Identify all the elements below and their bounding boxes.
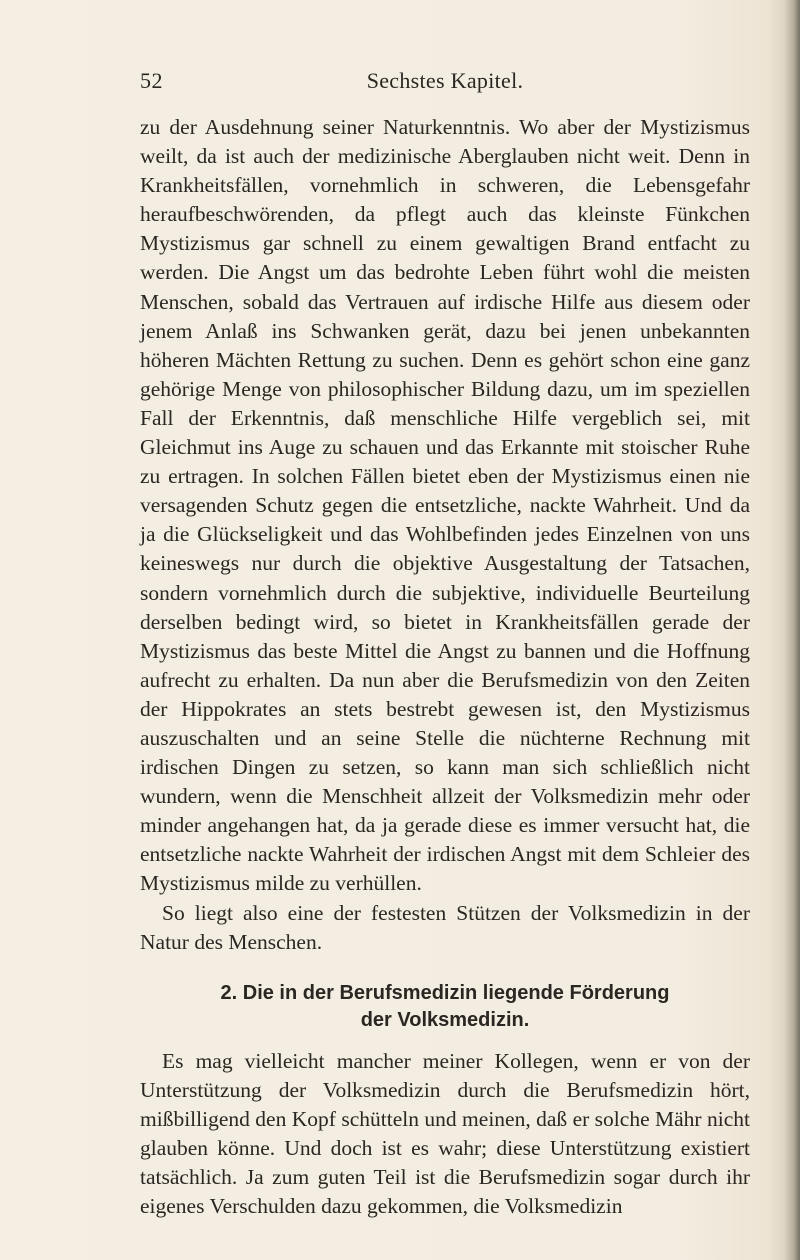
section-heading-line-1: 2. Die in der Berufsmedizin liegende Förderung xyxy=(220,981,670,1004)
running-title: Sechstes Kapitel. xyxy=(366,68,524,93)
page-header xyxy=(140,68,750,98)
section-heading xyxy=(140,980,750,1034)
section-heading-line-2: der Volksmedizin. xyxy=(360,1008,530,1031)
section-paragraph: Es mag vielleicht mancher meiner Kollegen, wenn er von der Unterstützung der Volksmedizin durch die Berufsmedizin hört, mißbilligend den Kopf schütteln und meinen, daß er solche Mähr nicht glauben könne. Und doch ist es wahr; diese Unterstützung existiert tatsächlich. Ja zum guten Teil ist die Berufsmedizin sogar durch ihr eigenes Verschulden dazu gekommen, die Volksmedizin xyxy=(140,1048,750,1219)
paragraph-2: So liegt also eine der festesten Stützen der Volksmedizin in der Natur des Menschen. xyxy=(140,900,750,954)
paragraph-1: zu der Ausdehnung seiner Naturkenntnis. Wo aber der Mystizismus weilt, da ist auch der medizinische Aberglauben nicht weit. Denn in Krankheitsfällen, vornehmlich in schweren, die Lebensgefahr heraufbeschwörenden, da pflegt auch das kleinste Fünkchen Mystizismus gar schnell zu einem gewaltigen Brand entfacht zu werden. Die Angst um das bedrohte Leben führt wohl die meisten Menschen, sobald das Vertrauen auf irdische Hilfe aus diesem oder jenem Anlaß ins Schwanken gerät, dazu bei jenen unbekannten höheren Mächten Rettung zu suchen. Denn es gehört schon eine ganz gehörige Menge von philosophischer Bildung dazu, um im speziellen Fall der Erkenntnis, daß menschliche Hilfe vergeblich sei, mit Gleichmut ins Auge zu schauen und das Erkannte mit stoischer Ruhe zu ertragen. In solchen Fällen bietet eben der Mystizismus einen nie versagenden Schutz gegen die entsetzliche, nackte Wahrheit. Und da ja die Glückseligkeit und das Wohlbefinden jedes Einzelnen von uns keineswegs nur durch die objektive Ausgestaltung der Tatsachen, sondern vornehmlich durch die subjektive, individuelle Beurteilung derselben bedingt wird, so bietet in Krankheitsfällen gerade der Mystizismus das beste Mittel die Angst zu bannen und die Hoffnung aufrecht zu erhalten. Da nun aber die Berufsmedizin von den Zeiten der Hippokrates an stets bestrebt gewesen ist, den Mystizismus auszuschalten und an seine Stelle die nüchterne Rechnung mit irdischen Dingen zu setzen, so kann man sich schließlich nicht wundern, wenn die Menschheit allzeit der Volksmedizin mehr oder minder angehangen hat, da ja gerade diese es immer versucht hat, die entsetzliche nackte Wahrheit der irdischen Angst mit dem Schleier des Mystizismus milde zu verhüllen. xyxy=(140,115,750,896)
body-text xyxy=(140,113,750,1221)
page-number: 52 xyxy=(140,68,163,93)
page-edge-shadow xyxy=(784,0,800,1260)
